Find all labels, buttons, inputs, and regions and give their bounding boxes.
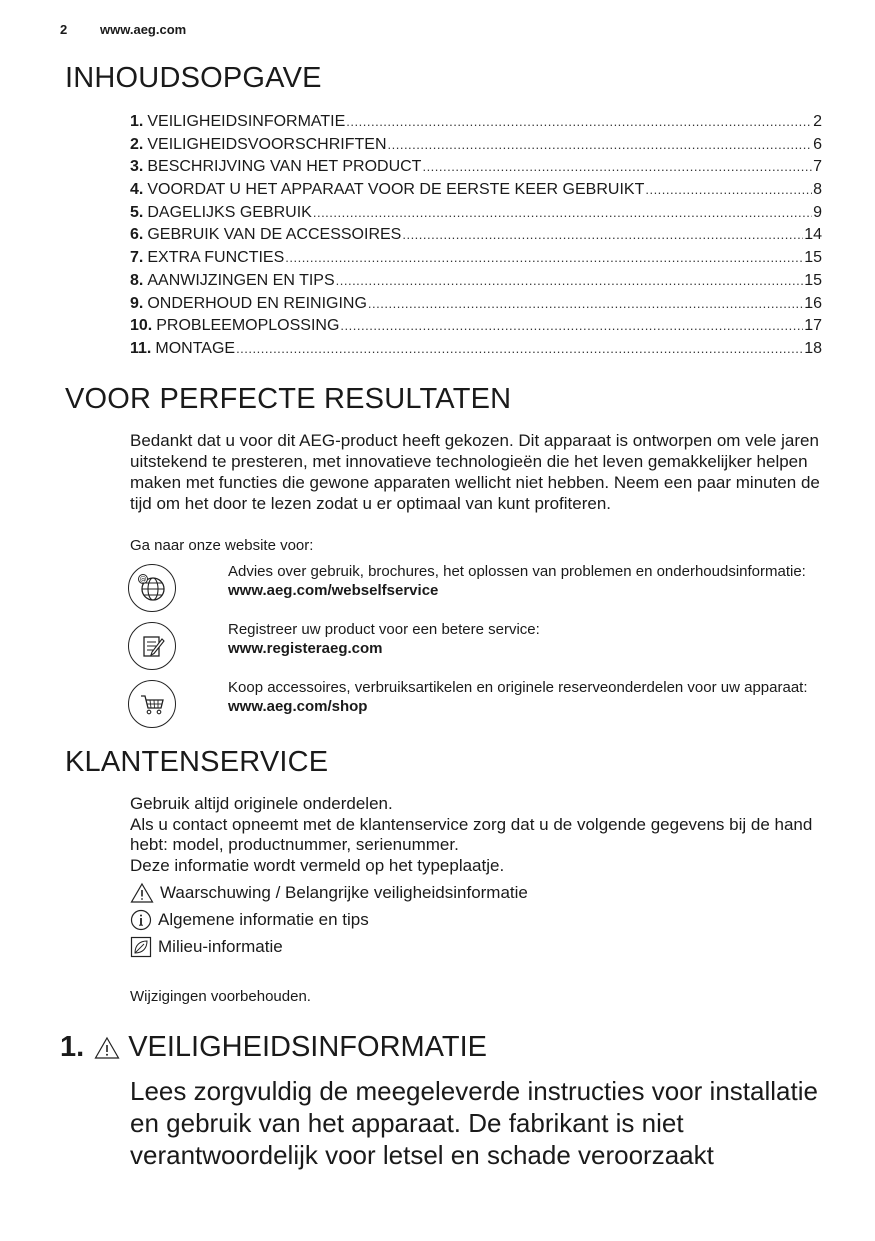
globe-icon <box>128 564 176 612</box>
service-text <box>130 794 820 876</box>
service-line: Deze informatie wordt vermeld op het typeplaatje. <box>130 855 505 875</box>
header-website: www.aeg.com <box>100 22 187 37</box>
service-heading: KLANTENSERVICE <box>65 746 329 778</box>
warning-icon <box>130 882 154 904</box>
perfect-intro <box>130 430 830 514</box>
link-description: Advies over gebruik, brochures, het oplossen van problemen en onderhoudsinformatie: <box>228 563 806 580</box>
shop-link[interactable]: www.aeg.com/shop <box>228 698 368 715</box>
symbol-row-info <box>130 909 369 931</box>
toc-entry[interactable]: 3. BESCHRIJVING VAN HET PRODUCT ..... 7 <box>130 156 822 179</box>
link-row-webselfservice <box>128 562 828 618</box>
leaf-icon <box>130 936 152 958</box>
visit-text: Ga naar onze website voor: <box>130 537 314 554</box>
register-icon <box>128 622 176 670</box>
link-description: Koop accessoires, verbruiksartikelen en originele reserveonderdelen voor uw apparaat: <box>228 679 808 696</box>
symbol-row-leaf <box>130 936 283 958</box>
toc-entry[interactable]: 10. PROBLEEMOPLOSSING ..... 17 <box>130 315 822 338</box>
warning-icon <box>94 1036 120 1060</box>
perfect-heading: VOOR PERFECTE RESULTATEN <box>65 383 512 415</box>
toc-entry[interactable]: 2. VEILIGHEIDSVOORSCHRIFTEN ..... 6 <box>130 134 822 157</box>
toc-entry[interactable]: 5. DAGELIJKS GEBRUIK ..... 9 <box>130 202 822 225</box>
toc-entry[interactable]: 7. EXTRA FUNCTIES ..... 15 <box>130 247 822 270</box>
intro-text: Bedankt dat u voor dit AEG-product heeft gekozen. Dit apparaat is ontworpen om vele jaren uitstekend te presteren, met innovatieve technologieën die het leven gemakkelijker helpen maken met functies die gewone apparaten wellicht niet hebben. Neem een paar minuten de tijd om het door te lezen zodat u er optimaal van kunt profiteren. <box>130 431 820 513</box>
safety-heading <box>60 1031 487 1064</box>
changes-note: Wijzigingen voorbehouden. <box>130 988 311 1005</box>
webselfservice-link[interactable]: www.aeg.com/webselfservice <box>228 582 439 599</box>
link-description: Registreer uw product voor een betere service: <box>228 621 540 638</box>
register-link[interactable]: www.registeraeg.com <box>228 640 383 657</box>
toc-entry[interactable]: 11. MONTAGE ..... 18 <box>130 338 822 361</box>
toc-heading: INHOUDSOPGAVE <box>65 62 322 94</box>
page-number: 2 <box>60 22 68 37</box>
toc-entry[interactable]: 1. VEILIGHEIDSINFORMATIE ..... 2 <box>130 111 822 134</box>
toc-entry[interactable]: 9. ONDERHOUD EN REINIGING ..... 16 <box>130 293 822 316</box>
symbol-label: Waarschuwing / Belangrijke veiligheidsinformatie <box>160 883 528 902</box>
safety-title: VEILIGHEIDSINFORMATIE <box>128 1031 487 1063</box>
service-line: Gebruik altijd originele onderdelen. <box>130 794 393 813</box>
symbol-label: Milieu-informatie <box>158 937 283 956</box>
toc-entry[interactable]: 4. VOORDAT U HET APPARAAT VOOR DE EERSTE KEER GEBRUIKT ..... 8 <box>130 179 822 202</box>
symbol-label: Algemene informatie en tips <box>158 910 369 929</box>
safety-intro: Lees zorgvuldig de meegeleverde instructies voor installatie en gebruik van het apparaat. De fabrikant is niet verantwoordelijk voor letsel en schade veroorzaakt <box>130 1076 818 1170</box>
link-row-register <box>128 620 828 672</box>
symbol-row-warning <box>130 882 528 904</box>
info-icon <box>130 909 152 931</box>
link-row-shop <box>128 678 828 736</box>
table-of-contents <box>130 111 822 361</box>
section-number: 1. <box>60 1031 85 1063</box>
toc-entry[interactable]: 8. AANWIJZINGEN EN TIPS ..... 15 <box>130 270 822 293</box>
service-line: Als u contact opneemt met de klantenservice zorg dat u de volgende gegevens bij de hand hebt: model, productnummer, serienummer. <box>130 814 813 854</box>
svg-text:@: @ <box>139 575 147 584</box>
toc-entry[interactable]: 6. GEBRUIK VAN DE ACCESSOIRES ..... 14 <box>130 224 822 247</box>
cart-icon <box>128 680 176 728</box>
